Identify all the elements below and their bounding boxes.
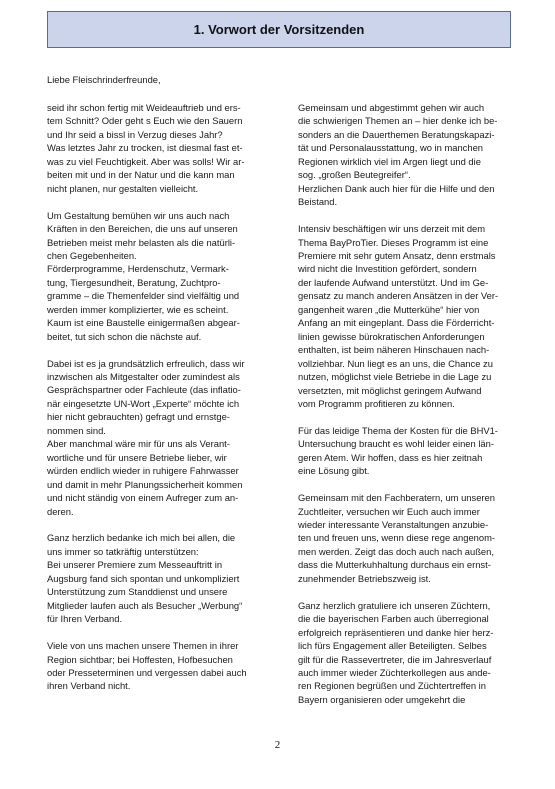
text-line: Premiere mit sehr gutem Ansatz, denn erstmals xyxy=(298,249,496,261)
text-line: nutzen, möglichst viele Betriebe in die Lage zu xyxy=(298,371,492,383)
text-line: Gesprächspartner oder Fachleute (das inflatio- xyxy=(47,384,241,396)
text-line: Dabei ist es ja grundsätzlich erfreulich, dass wir xyxy=(47,357,245,369)
text-line: auch immer wieder Züchterkollegen aus ande- xyxy=(298,666,491,678)
paragraph xyxy=(298,222,514,410)
text-line: linien gewisse bürokratischen Anforderungen xyxy=(298,330,485,342)
text-line: Gemeinsam und abgestimmt gehen wir auch xyxy=(298,102,485,113)
text-line: dass die Mutterkuhhaltung durchaus ein ernst- xyxy=(298,559,491,571)
paragraph xyxy=(298,424,514,478)
text-line: ihren Verband nicht. xyxy=(47,680,131,692)
text-line: für Ihren Verband. xyxy=(47,613,123,625)
text-line: Thema BayProTier. Dieses Programm ist eine xyxy=(298,236,489,248)
paragraph xyxy=(298,599,514,707)
text-line: gensatz zu manch anderen Ansätzen in der Ver- xyxy=(298,290,499,302)
page-number: 2 xyxy=(274,739,281,751)
text-line: uns immer so tatkräftig unterstützen: xyxy=(47,545,199,557)
text-line: men werden. Zeigt das doch auch nach außen, xyxy=(298,545,494,557)
text-line: gangenheit waren „die Mutterkühe“ hier von xyxy=(298,303,480,315)
text-line: die schwierigen Themen an – hier denke ich be- xyxy=(298,115,498,127)
section-title: 1. Vorwort der Vorsitzenden xyxy=(193,22,365,37)
text-line: inzwischen als Mitgestalter oder zumindest als xyxy=(47,371,240,383)
text-line: ren Regionen begrüßen und Züchtertreffen in xyxy=(298,680,486,692)
text-line: Förderprogramme, Herdenschutz, Vermark- xyxy=(47,263,229,275)
text-line: Aber manchmal wäre mir für uns als Verant- xyxy=(47,438,230,450)
text-line: Ganz herzlich bedanke ich mich bei allen, die xyxy=(47,532,236,544)
text-line: nommen sind. xyxy=(47,424,106,436)
text-line: ten und freuen uns, wenn diese rege angenom- xyxy=(298,532,496,544)
paragraph xyxy=(47,531,263,625)
paragraph xyxy=(47,101,263,195)
text-line: der laufende Aufwand unterstützt. Und im Ge- xyxy=(298,276,489,288)
text-line: Kräften in den Bereichen, die uns auf unseren xyxy=(47,223,238,235)
text-line: Mitglieder laufen auch als Besucher „Werbung“ xyxy=(47,599,243,611)
text-line: zunehmender Betriebszweig ist. xyxy=(298,572,431,584)
text-line: wortliche und für unsere Betriebe lieber, wir xyxy=(47,451,227,463)
text-line: Intensiv beschäftigen wir uns derzeit mit dem xyxy=(298,223,486,235)
text-line: enthalten, ist beim näheren Hinschauen nach- xyxy=(298,344,490,356)
text-line: beitet, tut sich schon die nächste auf. xyxy=(47,330,202,342)
text-line: Regionen wirklich viel im Argen liegt und die xyxy=(298,155,481,167)
text-line: Ganz herzlich gratuliere ich unseren Züchtern, xyxy=(298,599,491,611)
text-line: geren Atem. Wir hoffen, dass es hier zeitnah xyxy=(298,451,483,463)
paragraph xyxy=(298,101,514,209)
paragraph xyxy=(47,639,263,693)
text-line: Gemeinsam mit den Fachberatern, um unseren xyxy=(298,492,495,504)
text-line: Beistand. xyxy=(298,196,338,208)
paragraph xyxy=(298,491,514,585)
right-column xyxy=(298,101,514,720)
text-line: tem Schnitt? Oder geht s Euch wie den Sauern xyxy=(47,115,243,127)
text-line: Herzlichen Dank auch hier für die Hilfe und den xyxy=(298,182,495,194)
text-line: chen Gegebenheiten. xyxy=(47,249,137,261)
paragraph xyxy=(47,209,263,344)
text-line: Was letztes Jahr zu trocken, ist diesmal fast et- xyxy=(47,142,243,154)
text-line: wird nicht die Investition gefördert, sondern xyxy=(298,263,477,275)
text-line: Zuchtleiter, versuchen wir Euch auch immer xyxy=(298,505,480,517)
text-line: Viele von uns machen unsere Themen in ihrer xyxy=(47,640,239,652)
greeting: Liebe Fleischrinderfreunde, xyxy=(47,74,161,85)
text-line: nicht planen, nur gestalten vielleicht. xyxy=(47,182,199,194)
text-line: lich fürs Engagement aller Beteiligten. Selbes xyxy=(298,640,487,652)
section-title-box xyxy=(47,11,511,48)
paragraph xyxy=(47,357,263,518)
text-line: deren. xyxy=(47,505,74,517)
left-column xyxy=(47,101,263,706)
text-line: würden endlich wieder in ruhigere Fahrwasser xyxy=(47,465,239,477)
text-line: und nicht ständig von einem Aufreger zum an- xyxy=(47,492,239,504)
text-line: Kaum ist eine Baustelle einigermaßen abgear- xyxy=(47,317,240,329)
text-line: sog. „großen Beutegreifer“. xyxy=(298,169,411,181)
text-line: und Ihr seid a bissl in Verzug dieses Jahr? xyxy=(47,128,223,140)
text-line: beiten mit und in der Natur und die kann man xyxy=(47,169,235,181)
text-line: versetzten, mit möglichst geringem Aufwand xyxy=(298,384,482,396)
text-line: Anfang an mit eingeplant. Dass die Förderricht- xyxy=(298,317,495,329)
text-line: sonders an die Dauerthemen Beratungskapazi- xyxy=(298,128,495,140)
text-line: die die bayerischen Farben auch überregional xyxy=(298,613,489,625)
text-line: oder Presseterminen und vergessen dabei auch xyxy=(47,666,247,678)
text-line: Bayern organisieren oder umgekehrt die xyxy=(298,693,466,705)
text-line: Unterstützung zum Standdienst und unsere xyxy=(47,586,228,598)
text-line: gramme – die Themenfelder sind vielfältig und xyxy=(47,290,240,302)
text-line: hier nicht gebrauchten) gefragt und ernstge- xyxy=(47,411,230,423)
text-line: Für das leidige Thema der Kosten für die BHV1- xyxy=(298,424,498,436)
text-line: Betrieben meist mehr belasten als die natürli- xyxy=(47,236,236,248)
text-line: Um Gestaltung bemühen wir uns auch nach xyxy=(47,209,230,221)
text-line: vollziehbar. Nun liegt es an uns, die Chance zu xyxy=(298,357,493,369)
text-line: was zu viel Feuchtigkeit. Aber was solls! Wir ar- xyxy=(47,155,245,167)
text-line: Augsburg fand sich spontan und unkompliziert xyxy=(47,572,240,584)
text-line: wieder interessante Veranstaltungen anzubie- xyxy=(298,519,489,530)
text-line: gilt für die Rassevertreter, die im Jahresverlauf xyxy=(298,653,492,665)
text-line: Region sichtbar; bei Hoffesten, Hofbesuchen xyxy=(47,653,233,665)
text-line: tät und Personalausstattung, wo in manchen xyxy=(298,142,484,154)
text-line: när eingesetzte UN-Wort „Experte“ möchte ich xyxy=(47,397,240,409)
text-line: und damit in mehr Planungssicherheit kommen xyxy=(47,478,243,490)
text-line: werden immer komplizierter, wie es scheint. xyxy=(47,303,229,315)
text-line: Untersuchung braucht es wohl leider einen län- xyxy=(298,438,494,450)
text-line: tung, Tiergesundheit, Beratung, Zuchtpro- xyxy=(47,276,221,288)
text-line: seid ihr schon fertig mit Weideauftrieb und ers- xyxy=(47,102,241,113)
text-line: vom Programm profitieren zu können. xyxy=(298,397,455,409)
text-line: Bei unserer Premiere zum Messeauftritt in xyxy=(47,559,223,571)
text-line: erfolgreich repräsentieren und danke hier herz- xyxy=(298,626,494,638)
text-line: eine Lösung gibt. xyxy=(298,465,370,477)
